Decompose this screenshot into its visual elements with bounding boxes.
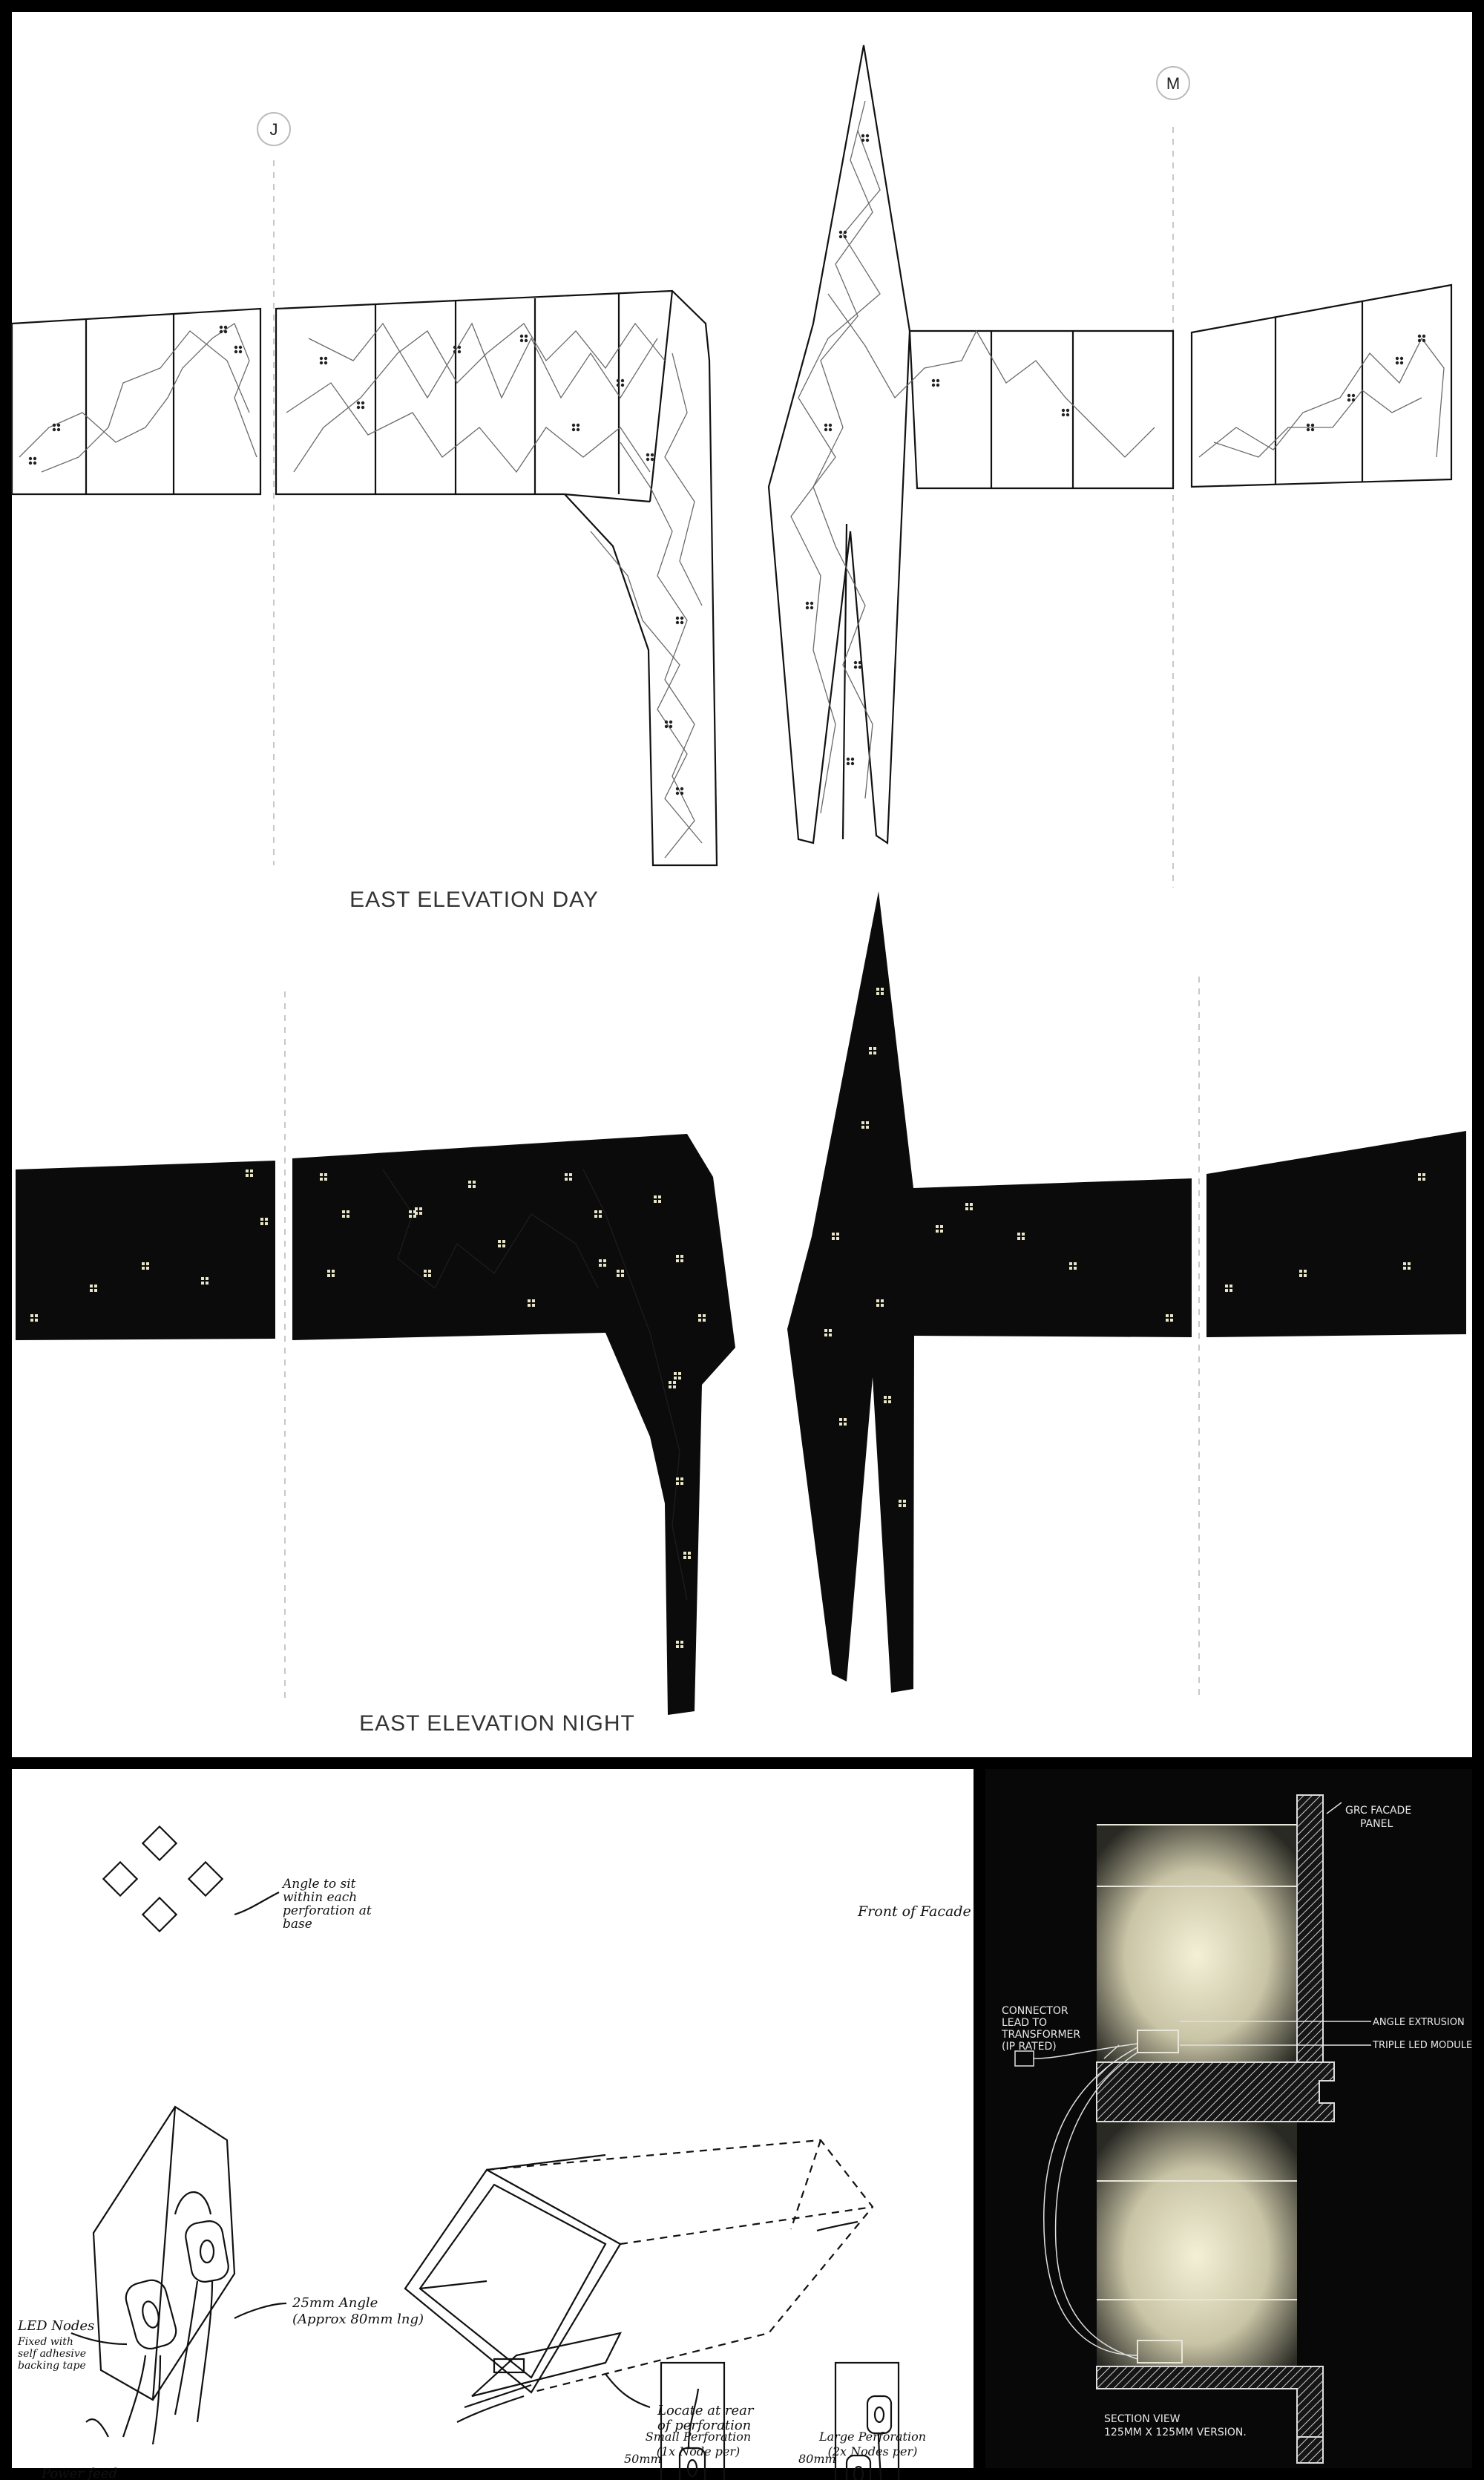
section-view-panel	[985, 1769, 1472, 2468]
angle-layout-diamonds	[103, 1826, 222, 1931]
large-perforation-dim: 80mm	[798, 2452, 836, 2466]
large-perforation-detail	[835, 2363, 899, 2480]
angle-note-text: Angle to sit within each perforation at base	[283, 1877, 372, 1932]
day-elevation-title: EAST ELEVATION DAY	[349, 888, 599, 912]
elevations-panel	[12, 12, 1472, 1757]
connector-label: CONNECTOR LEAD TO TRANSFORMER (IP RATED)	[1002, 2005, 1081, 2053]
angle-size-arrow	[234, 2303, 286, 2318]
locate-note: Locate at rear of perforation	[657, 2403, 754, 2433]
small-perforation-caption-2: (1x Node per)	[656, 2444, 741, 2458]
night-elevation-masses	[16, 891, 1466, 1715]
day-elevation-outlines	[12, 45, 1451, 865]
led-nodes-title: LED Nodes	[18, 2318, 95, 2334]
small-perforation-caption-1: Small Perforation	[645, 2430, 752, 2444]
svg-text:M: M	[1166, 74, 1181, 93]
grc-label: GRC FACADE PANEL	[1345, 1805, 1412, 1830]
grid-marker-m	[1157, 67, 1189, 99]
led-nodes-note: Fixed with self adhesive backing tape	[18, 2336, 87, 2372]
section-view-drawing	[985, 1769, 1472, 2468]
day-led-nodes	[29, 134, 1425, 795]
angle-size-label: 25mm Angle (Approx 80mm lng)	[292, 2295, 424, 2327]
power-feed-label: Power feed	[42, 2466, 118, 2480]
front-of-facade-label: Front of Facade	[858, 1903, 971, 1920]
locate-arrow	[605, 2374, 650, 2407]
front-of-facade-arrow	[817, 2222, 858, 2231]
triple-led-label: TRIPLE LED MODULE	[1373, 2040, 1473, 2051]
angle-note-arrow	[234, 1892, 279, 1915]
large-perforation-caption-2: (2x Nodes per)	[827, 2444, 918, 2458]
elevations-drawing	[12, 12, 1472, 1757]
grid-marker-j	[257, 113, 290, 145]
large-perforation-caption-box	[813, 2430, 932, 2459]
angle-with-led-nodes	[93, 2107, 234, 2444]
gridlines	[274, 127, 1199, 1704]
small-perforation-dim: 50mm	[624, 2452, 662, 2466]
large-perforation-caption-1: Large Perforation	[819, 2430, 926, 2444]
angle-extrusion-label: ANGLE EXTRUSION	[1373, 2017, 1465, 2028]
night-elevation-title: EAST ELEVATION NIGHT	[359, 1711, 635, 1736]
section-caption: SECTION VIEW 125MM X 125MM VERSION.	[1104, 2413, 1247, 2438]
led-sketch-drawing	[12, 1769, 974, 2480]
day-node-network	[19, 101, 1444, 858]
power-feed-arrow	[86, 2419, 108, 2437]
svg-text:J: J	[269, 120, 278, 139]
led-sketch-panel	[12, 1769, 974, 2480]
perforation-box	[405, 2140, 873, 2422]
small-perforation-caption-box	[643, 2430, 754, 2459]
